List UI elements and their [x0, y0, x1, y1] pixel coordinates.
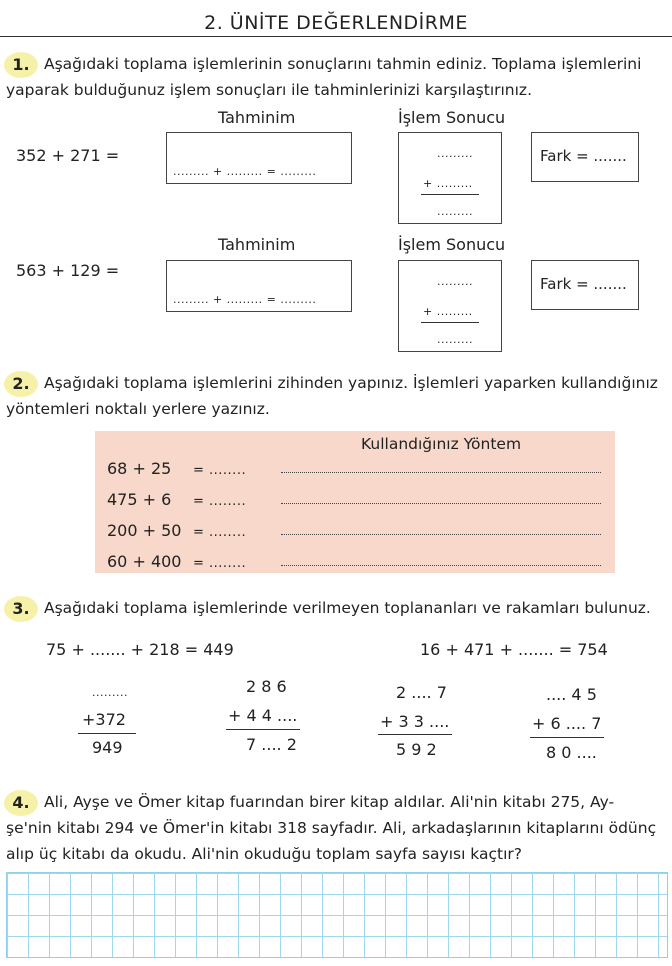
question-1-number: 1. — [4, 52, 38, 78]
fark-label: Fark = ....... — [540, 275, 627, 293]
vertical-addend: +372 — [82, 710, 126, 729]
method-header: Kullandığınız Yöntem — [361, 435, 522, 453]
fark-box[interactable] — [531, 132, 639, 182]
question-4-text-line1: Ali, Ayşe ve Ömer kitap fuarından birer kitap aldılar. Ali'nin kitabı 275, Ay- — [44, 793, 615, 811]
sum-line — [78, 733, 136, 734]
mental-expression: 200 + 50 — [107, 521, 182, 540]
vertical-top: 2 8 6 — [246, 677, 287, 696]
fark-box[interactable] — [531, 260, 639, 310]
sum-line — [421, 322, 479, 323]
islem-box[interactable] — [398, 132, 502, 224]
missing-addend-equation-1: 75 + ....... + 218 = 449 — [46, 640, 234, 659]
islem-add-blank: + ......... — [423, 305, 473, 318]
vertical-result: 8 0 .... — [546, 743, 597, 762]
sum-line — [226, 729, 300, 730]
vertical-result: 7 .... 2 — [246, 735, 297, 754]
question-4-number: 4. — [4, 790, 38, 816]
vertical-top: 2 .... 7 — [396, 683, 447, 702]
islem-top-blank: ......... — [437, 147, 473, 160]
method-line[interactable] — [281, 534, 601, 535]
answer-blank[interactable]: = ........ — [193, 463, 247, 478]
method-table — [95, 431, 615, 573]
sum-line — [378, 734, 452, 735]
q1-expression: 563 + 129 = — [16, 261, 120, 280]
question-4-text-line2: şe'nin kitabı 294 ve Ömer'in kitabı 318 sayfadır. Ali, arkadaşlarının kitaplarını ödünç — [6, 819, 657, 837]
method-line[interactable] — [281, 503, 601, 504]
sum-line — [530, 737, 604, 738]
question-3-text: Aşağıdaki toplama işlemlerinde verilmeyen toplananları ve rakamları bulunuz. — [44, 599, 651, 617]
answer-blank[interactable]: = ........ — [193, 525, 247, 540]
tahmin-label: Tahminim — [218, 235, 296, 254]
islem-top-blank: ......... — [437, 275, 473, 288]
question-3-number: 3. — [4, 596, 38, 622]
vertical-addend: + 6 .... 7 — [532, 714, 602, 733]
fark-label: Fark = ....... — [540, 147, 627, 165]
vertical-top: .... 4 5 — [546, 685, 597, 704]
vertical-addend: + 3 3 .... — [380, 712, 450, 731]
method-line[interactable] — [281, 472, 601, 473]
tahmin-box[interactable] — [166, 132, 352, 184]
question-2-text-line2: yöntemleri noktalı yerlere yazınız. — [6, 400, 270, 418]
answer-grid[interactable] — [6, 872, 668, 958]
missing-addend-equation-2: 16 + 471 + ....... = 754 — [420, 640, 608, 659]
sum-line — [421, 194, 479, 195]
page-title: 2. ÜNİTE DEĞERLENDİRME — [204, 12, 468, 34]
tahmin-label: Tahminim — [218, 108, 296, 127]
mental-expression: 68 + 25 — [107, 459, 172, 478]
answer-blank[interactable]: = ........ — [193, 556, 247, 571]
method-line[interactable] — [281, 565, 601, 566]
islem-result-blank: ......... — [437, 333, 473, 346]
vertical-addend: + 4 4 .... — [228, 706, 298, 725]
answer-blank[interactable]: = ........ — [193, 494, 247, 509]
question-2-text-line1: Aşağıdaki toplama işlemlerini zihinden yapınız. İşlemleri yaparken kullandığınız — [44, 374, 658, 392]
mental-expression: 475 + 6 — [107, 490, 172, 509]
islem-add-blank: + ......... — [423, 177, 473, 190]
mental-expression: 60 + 400 — [107, 552, 182, 571]
question-1-text-line1: Aşağıdaki toplama işlemlerinin sonuçlarını tahmin ediniz. Toplama işlemlerini — [44, 55, 642, 73]
islem-box[interactable] — [398, 260, 502, 352]
tahmin-blank: ......... + ......... = ......... — [173, 165, 317, 178]
vertical-top[interactable]: ......... — [92, 686, 128, 699]
tahmin-box[interactable] — [166, 260, 352, 312]
islem-label: İşlem Sonucu — [398, 108, 506, 127]
vertical-result: 949 — [92, 738, 123, 757]
question-4-text-line3: alıp üç kitabı da okudu. Ali'nin okuduğu toplam sayfa sayısı kaçtır? — [6, 845, 523, 863]
tahmin-blank: ......... + ......... = ......... — [173, 293, 317, 306]
islem-label: İşlem Sonucu — [398, 235, 506, 254]
islem-result-blank: ......... — [437, 205, 473, 218]
title-divider — [0, 36, 672, 37]
question-2-number: 2. — [4, 371, 38, 397]
q1-expression: 352 + 271 = — [16, 146, 120, 165]
question-1-text-line2: yaparak bulduğunuz işlem sonuçları ile tahminlerinizi karşılaştırınız. — [6, 81, 532, 99]
vertical-result: 5 9 2 — [396, 740, 437, 759]
